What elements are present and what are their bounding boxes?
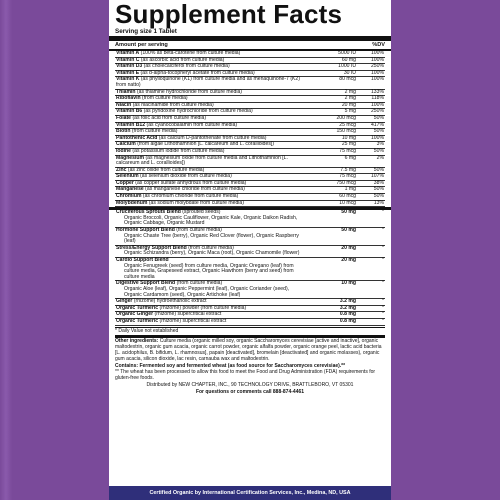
contains-statement: Contains: Fermented soy and fermented wheat (as food source for Saccharomyces cerevisiae).** <box>115 362 346 369</box>
nutrient-source: (as copper sulfate anhydrous from culture media) <box>135 179 247 186</box>
nutrient-dv: 100% <box>357 57 385 64</box>
other-text: Culture media (organic milled soy, organic Saccharomyces cerevisiae [active and inactive], organic maltodextrin, organic gum acacia, organic carrot powder, organic alfalfa powder, organic orange peel, lactic acid bacteria [L. acidophilus, B. bifidum, L. rhamnosus], papain [deactivated], bromelain [deactivated] and organic molasses), organic gum acacia, silicon dioxide, lac resin, carnauba wax and maltodextrin. <box>115 338 382 362</box>
nutrient-amount: 10 mg <box>305 135 357 142</box>
nutrient-row <box>115 155 385 167</box>
nutrient-source: (as niacinamide from culture media) <box>132 101 214 108</box>
blend-amount: 20 mg <box>305 245 357 257</box>
nutrient-dv: 100% <box>357 51 385 57</box>
nutrient-name: Iodine <box>116 147 131 154</box>
nutrient-dv: 118% <box>357 96 385 103</box>
nutrient-dv: 2% <box>357 155 385 167</box>
blend-source: (from culture media) <box>176 227 222 234</box>
blend-table <box>115 210 385 325</box>
blend-name: Stress/Energy Support Blend <box>116 244 187 251</box>
nutrient-name: Selenium <box>116 173 139 180</box>
nutrient-amount: 30 IU <box>305 70 357 77</box>
nutrient-name: Vitamin K <box>116 76 140 83</box>
nutrient-name: Pantothenic Acid <box>116 134 158 141</box>
blend-amount: 3.2 mg <box>305 299 357 306</box>
wheat-note: ** The wheat has been processed to allow this food to meet the Food and Drug Administration (FDA) requirements for gluten-free foods. <box>115 369 376 382</box>
nutrient-amount: 1 mg <box>305 187 357 194</box>
nutrient-dv: 38% <box>357 180 385 187</box>
nutrient-amount: 150 mcg <box>305 129 357 136</box>
blend-name: Cruciferous Sprouts Blend <box>116 209 181 216</box>
nutrient-source: (as ascorbic acid from culture media) <box>140 56 225 63</box>
nutrient-name: Folate <box>116 114 132 121</box>
blend-name: Cardio Support Blend <box>116 257 169 263</box>
blend-dv: * <box>357 312 385 319</box>
nutrient-name: Vitamin B12 <box>116 121 146 128</box>
nutrient-source: (as d-alpha-tocopheryl acetate from culture media) <box>140 69 255 76</box>
nutrient-dv: 50% <box>357 115 385 122</box>
dv-note: * Daily Value not established <box>115 327 179 334</box>
nutrient-name: Molybdenum <box>116 199 148 206</box>
nutrient-amount: 75 mcg <box>305 174 357 181</box>
nutrient-amount: 1000 IU <box>305 64 357 71</box>
serving-size: Serving size 1 Tablet <box>109 28 391 41</box>
nutrient-amount: 2 mg <box>305 89 357 96</box>
blend-row <box>115 258 385 281</box>
blend-dv: * <box>357 258 385 281</box>
blend-ingredients: Organic Schizandra (berry), Organic Maca (root), Organic Chamomile (flower) <box>124 250 300 257</box>
nutrient-dv: 100% <box>357 70 385 77</box>
nutrient-source: (from culture media) <box>142 95 188 102</box>
vitamin-table <box>115 51 385 207</box>
blend-source: (from culture media) <box>188 244 234 251</box>
nutrient-source: (as thiamine hydrochloride from culture media) <box>136 88 242 95</box>
nutrient-cell <box>115 77 305 89</box>
nutrient-source: (as phylloquinone (K1) from culture media and as menaquinone-7 (K2) from natto) <box>116 76 300 88</box>
nutrient-amount: 750 mcg <box>305 180 357 187</box>
nutrient-row <box>115 77 385 89</box>
nutrient-amount: 7.5 mg <box>305 167 357 174</box>
nutrient-name: Riboflavin <box>116 95 141 102</box>
blend-cell <box>115 228 305 246</box>
blend-cell <box>115 210 305 227</box>
blend-name: Organic Turmeric <box>116 317 159 324</box>
nutrient-amount: 20 mg <box>305 102 357 109</box>
blend-dv: * <box>357 210 385 227</box>
blend-dv: * <box>357 299 385 306</box>
nutrient-source: (as manganese chloride from culture media) <box>145 186 245 193</box>
nutrient-name: Vitamin E <box>116 69 140 76</box>
nutrient-amount: 5 mg <box>305 109 357 116</box>
blend-row <box>115 245 385 257</box>
nutrient-dv: 100% <box>357 135 385 142</box>
nutrient-dv: 100% <box>357 77 385 89</box>
amount-header: Amount per serving <box>115 42 168 48</box>
blend-ingredients: Organic Aloe (leaf), Organic Peppermint (leaf), Organic Coriander (seed), Organic Cardamom (seed), Organic Artichoke (leaf) <box>124 285 290 298</box>
nutrient-cell <box>115 200 305 207</box>
blend-ingredients: Organic Broccoli, Organic Cauliflower, Organic Kale, Organic Daikon Radish, Organic Cabbage, Organic Mustard <box>124 214 298 227</box>
nutrient-source: (as cyanocobalamin from culture media) <box>146 121 238 128</box>
nutrient-dv: 50% <box>357 187 385 194</box>
nutrient-source: (as selenium dioxide from culture media) <box>140 173 232 180</box>
blend-cell <box>115 318 305 325</box>
nutrient-dv: 50% <box>357 129 385 136</box>
nutrient-name: Biotin <box>116 128 131 135</box>
nutrient-source: (as potassium iodide from culture media) <box>132 147 225 154</box>
blend-ingredients: Organic Chaste Tree (berry), Organic Red Clover (flower), Organic Raspberry (leaf) <box>124 232 299 245</box>
blend-name: Organic Ginger <box>116 311 154 318</box>
nutrient-name: Calcium <box>116 141 136 148</box>
nutrient-source: (as folic acid from culture media) <box>132 114 207 121</box>
blend-name: Organic Turmeric <box>116 304 159 311</box>
blend-row <box>115 318 385 325</box>
blend-name: Digestive Support Blend <box>116 280 176 287</box>
nutrient-amount: 10 mcg <box>305 200 357 207</box>
other-label: Other ingredients: <box>115 338 159 345</box>
nutrient-dv: 3% <box>357 142 385 149</box>
nutrient-amount: 60 mcg <box>305 194 357 201</box>
nutrient-amount: 2 mg <box>305 96 357 103</box>
panel-title: Supplement Facts <box>115 0 343 29</box>
nutrient-amount: 80 mcg <box>305 77 357 89</box>
dv-header: %DV <box>372 42 385 48</box>
nutrient-name: Vitamin B6 <box>116 108 143 115</box>
nutrient-name: Manganese <box>116 186 144 193</box>
blend-source: (rhizome) hydroethanolic extract <box>133 298 207 305</box>
nutrient-dv: 50% <box>357 148 385 155</box>
blend-source: (sprouted seeds) <box>182 209 221 216</box>
blend-amount: 50 mg <box>305 228 357 246</box>
nutrient-dv: 50% <box>357 167 385 174</box>
nutrient-dv: 250% <box>357 64 385 71</box>
nutrient-source: (as zinc oxide from culture media) <box>127 166 205 173</box>
nutrient-name: Thiamin <box>116 88 136 95</box>
other-ingredients <box>109 339 391 395</box>
blend-source: (rhizome) supercritical extract <box>154 311 222 318</box>
blend-row <box>115 210 385 227</box>
blend-amount: 0.8 mg <box>305 318 357 325</box>
nutrient-amount: 25 mcg <box>305 122 357 129</box>
nutrient-name: Vitamin A <box>116 50 140 56</box>
nutrient-source: (as calcium D-pantothenate from culture media) <box>158 134 267 141</box>
nutrient-row <box>115 200 385 207</box>
blend-source: (rhizome) powder (from culture media) <box>159 304 247 311</box>
nutrient-dv: 50% <box>357 194 385 201</box>
supplement-facts-panel <box>109 0 391 500</box>
nutrient-cell <box>115 155 305 167</box>
blend-cell <box>115 281 305 299</box>
blend-name: Ginger <box>116 298 133 305</box>
blend-amount: 10 mg <box>305 281 357 299</box>
nutrient-name: Copper <box>116 179 134 186</box>
nutrient-amount: 200 mcg <box>305 115 357 122</box>
nutrient-name: Vitamin D3 <box>116 63 143 70</box>
blend-dv: * <box>357 281 385 299</box>
nutrient-name: Niacin <box>116 101 132 108</box>
blend-name: Hormone Support Blend <box>116 227 175 234</box>
nutrient-name: Vitamin C <box>116 56 140 63</box>
blend-source: (rhizome) supercritical extract <box>159 317 227 324</box>
certified-organic-banner: Certified Organic by International Certification Services, Inc., Medina, ND, USA <box>109 486 391 500</box>
blend-amount: 0.8 mg <box>305 312 357 319</box>
nutrient-source: (as chromium chloride from culture media) <box>142 193 239 200</box>
blend-amount: 3.2 mg <box>305 305 357 312</box>
nutrient-name: Chromium <box>116 193 142 200</box>
distributed-by: Distributed by NEW CHAPTER, INC., 90 TECHNOLOGY DRIVE, BRATTLEBORO, VT 05301 <box>146 381 354 388</box>
nutrient-source: (100% as beta-carotene from culture media) <box>140 50 241 56</box>
nutrient-source: (from algae Lithothamnion [L. calcareum and L. corallioides]) <box>137 141 275 148</box>
nutrient-amount: 60 mg <box>305 57 357 64</box>
nutrient-amount: 25 mg <box>305 142 357 149</box>
nutrient-name: Magnesium <box>116 154 145 161</box>
blend-dv: * <box>357 228 385 246</box>
nutrient-dv: 107% <box>357 174 385 181</box>
blend-cell <box>115 258 305 281</box>
nutrient-source: (as magnesium oxide from culture media and Lithothamnion [L. calcareum and L. corallioides]) <box>116 154 288 167</box>
nutrient-dv: 100% <box>357 102 385 109</box>
blend-row <box>115 281 385 299</box>
nutrient-dv: 250% <box>357 109 385 116</box>
blend-source: (from culture media) <box>176 280 223 287</box>
nutrient-source: (as cholecalciferol from culture media) <box>143 63 230 70</box>
nutrient-source: (as pyridoxine hydrochloride from culture media) <box>143 108 253 115</box>
nutrient-name: Zinc <box>116 166 127 173</box>
blend-amount: 50 mg <box>305 210 357 227</box>
blend-dv: * <box>357 245 385 257</box>
blend-amount: 20 mg <box>305 258 357 281</box>
nutrient-dv: 417% <box>357 122 385 129</box>
nutrient-source: (as sodium molybdate from culture media) <box>148 199 244 206</box>
blend-row <box>115 228 385 246</box>
nutrient-dv: 133% <box>357 89 385 96</box>
nutrient-amount: 6 mg <box>305 155 357 167</box>
blend-dv: * <box>357 305 385 312</box>
blend-dv: * <box>357 318 385 325</box>
nutrient-dv: 13% <box>357 200 385 207</box>
blend-ingredients: Organic Fenugreek (seed) from culture media, Organic Oregano (leaf) from culture media, Grapeseed extract, Organic Hawthorn (berry and seed) from culture media <box>124 262 294 280</box>
nutrient-amount: 5000 IU <box>305 51 357 57</box>
nutrient-amount: 75 mcg <box>305 148 357 155</box>
blend-cell <box>115 245 305 257</box>
questions-line: For questions or comments call 888-874-4461 <box>195 388 305 395</box>
nutrient-source: (from culture media) <box>131 128 178 135</box>
